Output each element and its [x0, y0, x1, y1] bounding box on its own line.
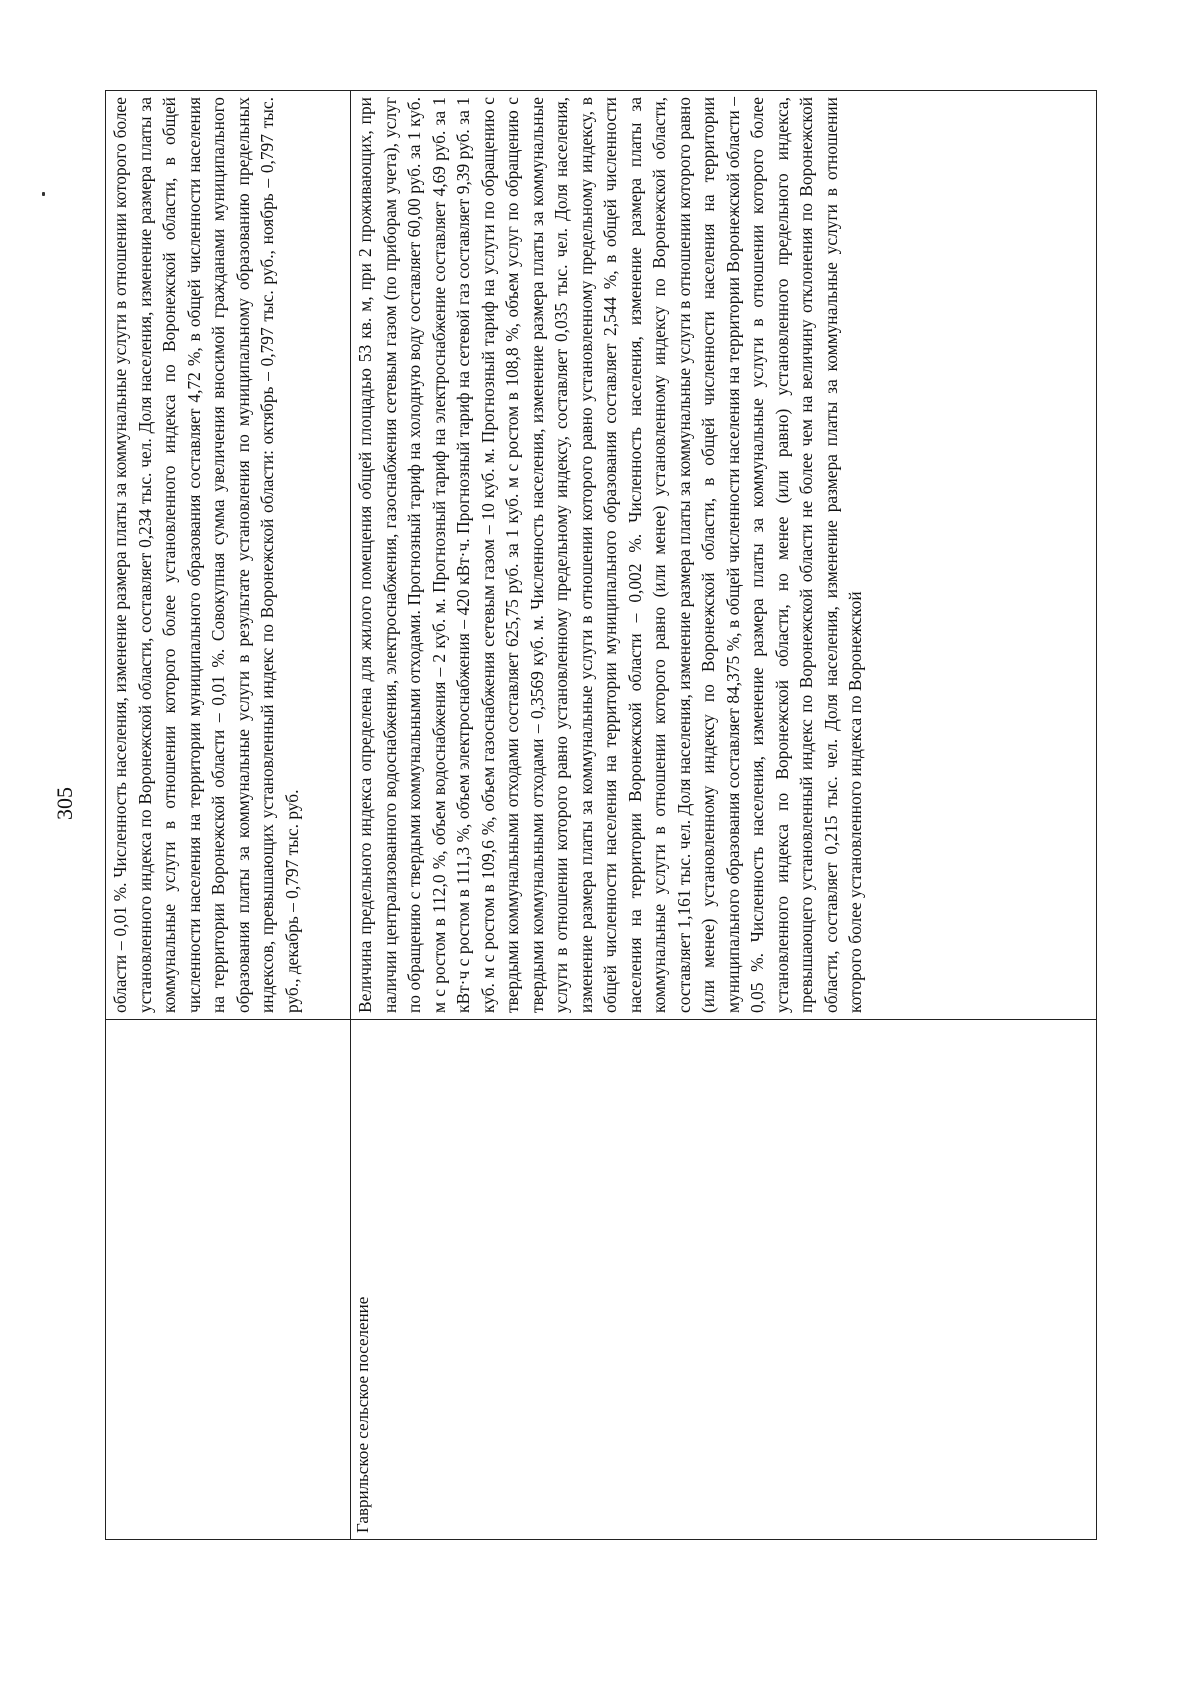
index-table: [105, 90, 1097, 1540]
municipality-name-cell: [106, 1019, 350, 1539]
table-row: [351, 91, 1096, 1539]
scan-dot-mark: [42, 192, 45, 196]
municipality-name-cell: Гаврильское сельское поселение: [351, 1019, 1096, 1539]
description-cell: области – 0,01 %. Численность населения, изменение размера платы за коммунальные услуги в отношении которого более установленного индекса по Воронежской области, составляет 0,234 тыс. чел. Доля населения, изменение размера платы за коммунальные услуги в отношении которого более установленного индекса по Воронежской области, в общей численности населения на территории муниципального образования составляет 4,72 %, в общей численности населения на территории Воронежской области – 0,01 %. Совокупная сумма увеличения вносимой гражданами муниципального образования платы за коммунальные услуги в результате установления по муниципальному образованию предельных индексов, превышающих установленный индекс по Воронежской области: октябрь – 0,797 тыс. руб., ноябрь – 0,797 тыс. руб., декабрь – 0,797 тыс. руб.: [110, 97, 302, 1013]
table-row: [106, 91, 351, 1539]
page-number: 305: [52, 787, 77, 820]
description-cell: Величина предельного индекса определена для жилого помещения общей площадью 53 кв. м, при 2 проживающих, при наличии централизованного водоснабжения, электроснабжения, газоснабжения сетевым газом (по приборам учета), услуг по обращению с твердыми коммунальными отходами. Прогнозный тариф на холодную воду составляет 60,00 руб. за 1 куб. м с ростом в 112,0 %, объем водоснабжения – 2 куб. м. Прогнозный тариф на электроснабжение составляет 4,69 руб. за 1 кВт·ч с ростом в 111,3 %, объем электроснабжения – 420 кВт·ч. Прогнозный тариф на сетевой газ составляет 9,39 руб. за 1 куб. м с ростом в 109,6 %, объем газоснабжения сетевым газом – 10 куб. м. Прогнозный тариф на услуги по обращению с твердыми коммунальными отходами составляет 625,75 руб. за 1 куб. м с ростом в 108,8 %, объем услуг по обращению с твердыми коммунальными отходами – 0,3569 куб. м. Численность населения, изменение размера платы за коммунальные услуги в отношении которого равно установленному предельному индексу, составляет 0,035 тыс. чел. Доля населения, изменение размера платы за коммунальные услуги в отношении которого равно установленному предельному индексу, в общей численности населения на территории муниципального образования составляет 2,544 %, в общей численности населения на территории Воронежской области – 0,002 %. Численность населения, изменение размера платы за коммунальные услуги в отношении которого равно (или менее) установленному индексу по Воронежской области, составляет 1,161 тыс. чел. Доля населения, изменение размера платы за коммунальные услуги в отношении которого равно (или менее) установленному индексу по Воронежской области, в общей численности населения на территории муниципального образования составляет 84,375 %, в общей численности населения на территории Воронежской области – 0,05 %. Численность населения, изменение размера платы за коммунальные услуги в отношении которого более установленного индекса по Воронежской области, но менее (или равно) установленного предельного индекса, превышающего установленный индекс по Воронежской области не более чем на величину отклонения по Воронежской области, составляет 0,215 тыс. чел. Доля населения, изменение размера платы за коммунальные услуги в отношении которого более установленного индекса по Воронежской: [355, 97, 865, 1013]
